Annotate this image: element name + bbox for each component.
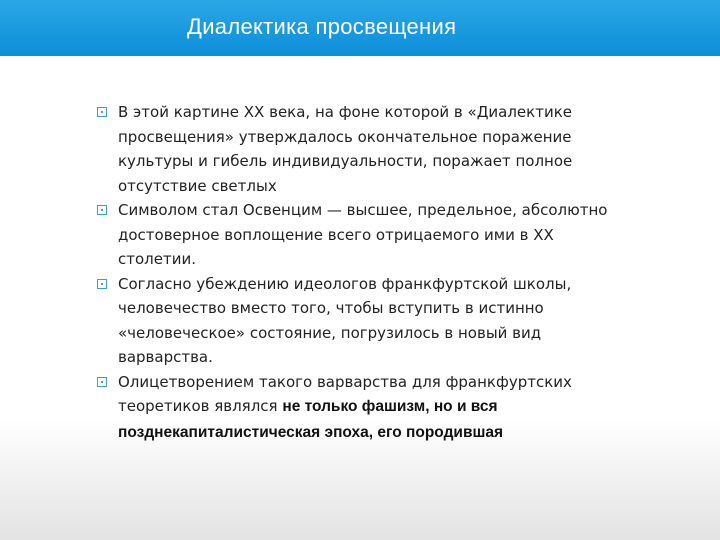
- square-bullet-icon: [97, 279, 107, 289]
- slide-title: Диалектика просвещения: [187, 14, 457, 39]
- bullet-text: Символом стал Освенцим — высшее, предельное, абсолютно достоверное воплощение всего отрицаемого ими в XX столетии.: [118, 201, 608, 268]
- bullet-item: [97, 198, 627, 272]
- bullet-text: Олицетворением такого варварства для франкфуртских теоретиков являлся: [118, 372, 572, 415]
- bullet-list: [97, 100, 627, 445]
- square-bullet-icon: [97, 107, 107, 117]
- bullet-bold-text: не только фашизм, но и вся позднекапиталистическая эпоха, его породившая: [118, 398, 504, 441]
- bullet-text: Согласно убеждению идеологов франкфуртской школы, человечество вместо того, чтобы вступить в истинно «человеческое» состояние, погрузилось в новый вид варварства.: [118, 274, 572, 366]
- square-bullet-icon: [97, 205, 107, 215]
- bullet-item: [97, 100, 627, 198]
- bullet-item: [97, 370, 627, 446]
- title-bar: [0, 0, 720, 56]
- square-bullet-icon: [97, 377, 107, 387]
- bullet-text: В этой картине XX века, на фоне которой в «Диалектике просвещения» утверждалось окончательное поражение культуры и гибель индивидуальности, поражает полное отсутствие светлых: [118, 103, 573, 195]
- bullet-item: [97, 272, 627, 370]
